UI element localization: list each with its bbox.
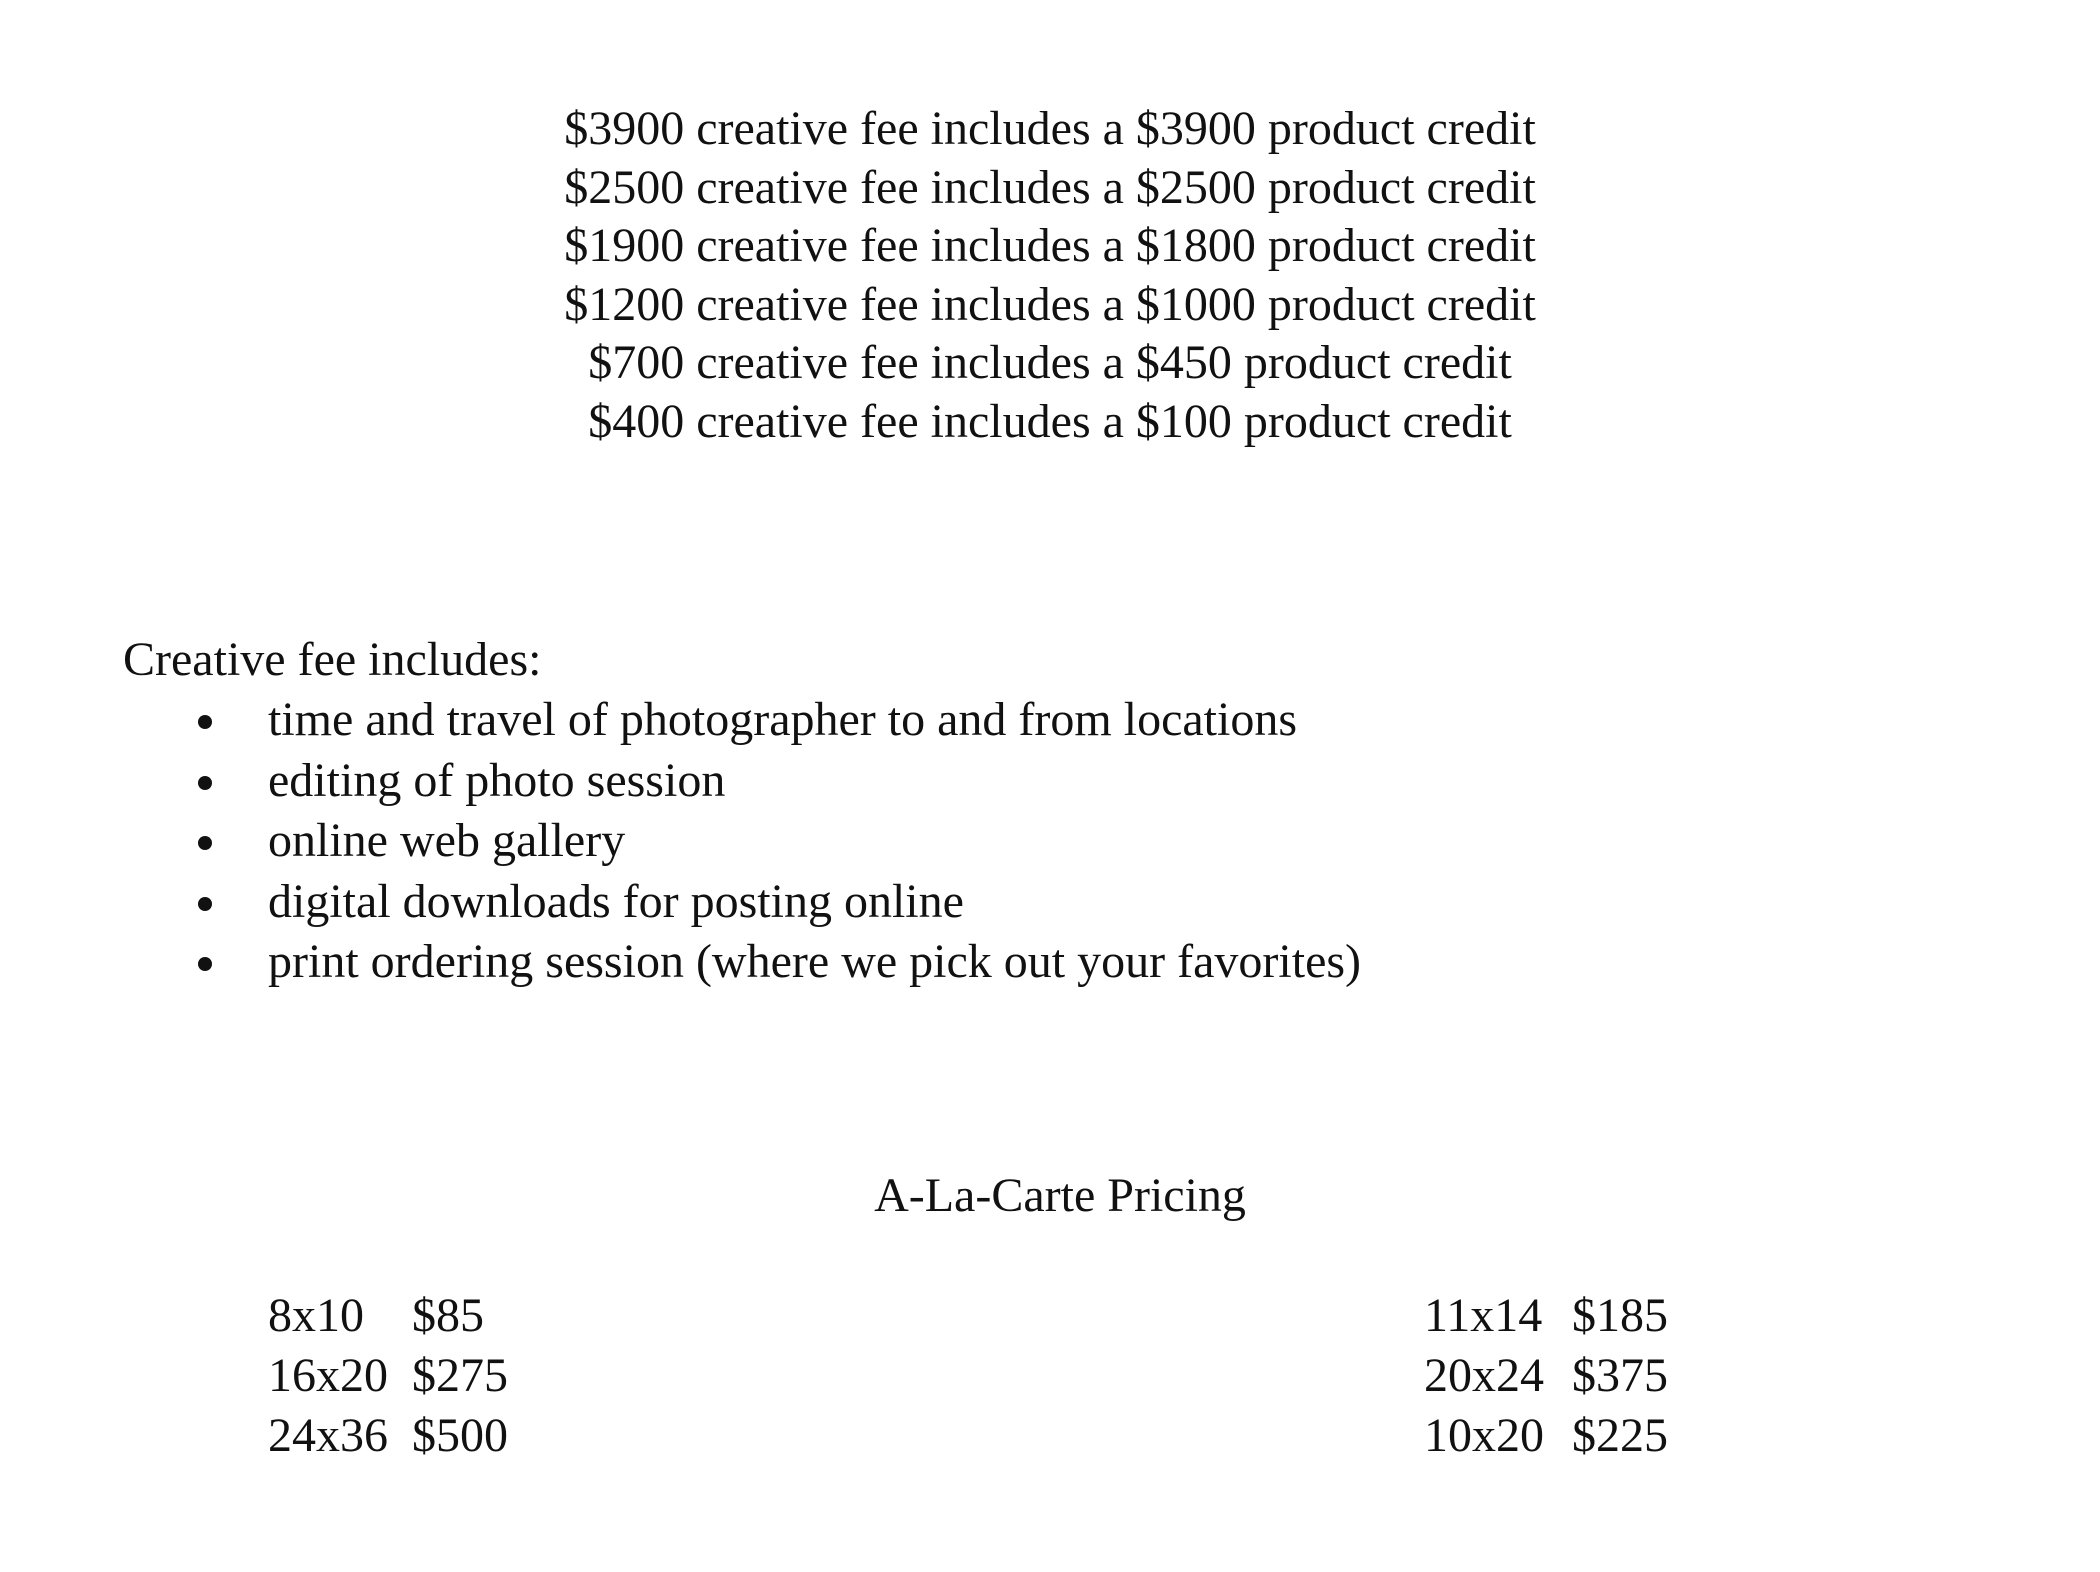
package-line: $3900 creative fee includes a $3900 product credit	[564, 102, 1536, 155]
alacarte-prices-right	[1424, 1286, 1668, 1466]
print-size: 11x14	[1424, 1289, 1543, 1342]
print-size: 20x24	[1424, 1349, 1544, 1402]
print-price: $375	[1572, 1349, 1668, 1402]
package-line: $1900 creative fee includes a $1800 product credit	[564, 219, 1536, 272]
price-row	[268, 1286, 508, 1346]
list-item	[123, 932, 1823, 993]
price-row	[1424, 1286, 1668, 1346]
package-line: $2500 creative fee includes a $2500 product credit	[564, 160, 1536, 214]
creative-fee-includes-section	[123, 630, 1823, 993]
print-price: $500	[412, 1409, 508, 1462]
print-size: 8x10	[268, 1289, 364, 1342]
list-item-text: digital downloads for posting online	[268, 874, 964, 928]
includes-heading: Creative fee includes:	[123, 633, 542, 686]
list-item-text: online web gallery	[268, 814, 626, 867]
list-item	[123, 872, 1823, 933]
list-item	[123, 690, 1823, 751]
package-line: $1200 creative fee includes a $1000 product credit	[564, 277, 1536, 331]
includes-list	[123, 690, 1823, 993]
price-row	[1424, 1346, 1668, 1406]
print-price: $275	[412, 1349, 508, 1402]
bullet-icon	[198, 715, 212, 729]
list-item	[123, 751, 1823, 812]
print-price: $85	[412, 1289, 484, 1342]
list-item-text: print ordering session (where we pick out your favorites)	[268, 935, 1362, 988]
package-line: $400 creative fee includes a $100 product credit	[588, 394, 1512, 448]
list-item	[123, 811, 1823, 872]
bullet-icon	[198, 897, 212, 911]
bullet-icon	[198, 957, 212, 971]
price-row	[1424, 1406, 1668, 1466]
bullet-icon	[198, 776, 212, 790]
bullet-icon	[198, 836, 212, 850]
price-row	[268, 1406, 508, 1466]
price-row	[268, 1346, 508, 1406]
print-price: $225	[1572, 1409, 1668, 1462]
alacarte-prices-left	[268, 1286, 508, 1466]
print-price: $185	[1572, 1289, 1668, 1342]
print-size: 16x20	[268, 1349, 388, 1402]
package-line: $700 creative fee includes a $450 product credit	[588, 336, 1512, 389]
print-size: 24x36	[268, 1409, 388, 1462]
print-size: 10x20	[1424, 1409, 1544, 1462]
alacarte-heading: A-La-Carte Pricing	[874, 1169, 1246, 1222]
package-pricing-list	[0, 100, 2100, 451]
list-item-text: time and travel of photographer to and from locations	[268, 693, 1298, 746]
list-item-text: editing of photo session	[268, 753, 726, 807]
